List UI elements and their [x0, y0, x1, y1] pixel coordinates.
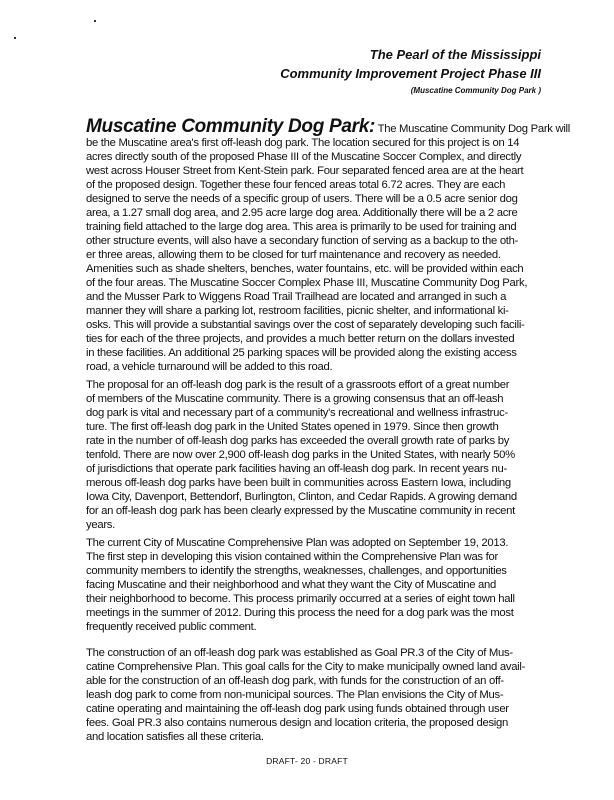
text-line: catine operating and maintaining the off-leash dog park using funds obtained through user [86, 703, 509, 715]
header-subtitle: (Muscatine Community Dog Park ) [410, 86, 541, 95]
text-line: The current City of Muscatine Comprehensive Plan was adopted on September 19, 2013. [86, 537, 509, 549]
text-line: west across Houser Street from Kent-Stein park. Four separated fenced area are at the heart [86, 165, 524, 177]
scan-speck [94, 20, 96, 22]
text-line: road, a vehicle turnaround will be added to this road. [86, 361, 333, 373]
text-line [86, 116, 570, 137]
text-line: manner they will share a parking lot, restroom facilities, picnic shelter, and informational ki- [86, 305, 509, 317]
paragraph-overview [86, 116, 570, 374]
paragraph-goal-pr3 [86, 646, 526, 744]
header-tagline: The Pearl of the Mississippi [369, 47, 541, 62]
text-line: and location satisfies all these criteria. [86, 731, 264, 743]
text-line: The construction of an off-leash dog park was established as Goal PR.3 of the City of Mus- [86, 647, 513, 659]
paragraph-proposal [86, 378, 526, 532]
section-title: Muscatine Community Dog Park: [86, 116, 376, 137]
text-line: training field attached to the large dog area. This area is primarily to be used for training and [86, 221, 517, 233]
text-line: ture. The first off-leash dog park in the United States opened in 1979. Since then growth [86, 421, 499, 433]
text-line: catine Comprehensive Plan. This goal calls for the City to make municipally owned land avail- [86, 661, 526, 673]
text-line: of jurisdictions that operate park facilities having an off-leash dog park. In recent years nu- [86, 463, 507, 475]
text-line: be the Muscatine area's first off-leash dog park. The location secured for this project is on 14 [86, 137, 520, 149]
text-line: able for the construction of an off-leash dog park, with funds for the construction of an off- [86, 675, 504, 687]
text-line: ties for each of the three projects, and provides a much better return on the dollars invested [86, 333, 515, 345]
text-line: years. [86, 519, 115, 531]
header-project-title: Community Improvement Project Phase III [280, 66, 541, 81]
text-line: Iowa City, Davenport, Bettendorf, Burlington, Clinton, and Cedar Rapids. A growing demand [86, 491, 517, 503]
text-line: facing Muscatine and their neighborhood and what they want the City of Muscatine and [86, 579, 497, 591]
text-line: other structure events, will also have a secondary function of serving as a backup to the oth- [86, 235, 519, 247]
text-line: The first step in developing this vision contained within the Comprehensive Plan was for [86, 551, 498, 563]
text-line: frequently received public comment. [86, 621, 257, 633]
text-line: Amenities such as shade shelters, benches, water fountains, etc. will be provided within each [86, 263, 524, 275]
text-line: rate in the number of off-leash dog parks has exceeded the overall growth rate of parks by [86, 435, 510, 447]
text-line: er three areas, allowing them to be closed for turf maintenance and recovery as needed. [86, 249, 501, 261]
text-line: area, a 1.27 small dog area, and 2.95 acre large dog area. Additionally there will be a 2 acre [86, 207, 518, 219]
text-line: merous off-leash dog parks have been built in communities across Eastern Iowa, including [86, 477, 511, 489]
text-line: tenfold. There are now over 2,900 off-leash dog parks in the United States, with nearly 50% [86, 449, 515, 461]
text-line: fees. Goal PR.3 also contains numerous design and location criteria, the proposed design [86, 717, 508, 729]
paragraph-comprehensive-plan [86, 536, 526, 634]
page-footer: DRAFT- 20 - DRAFT [266, 756, 348, 766]
text-line: designed to serve the needs of a specific group of users. There will be a 0.5 acre senior dog [86, 193, 518, 205]
text-line: of the proposed design. Together these four fenced areas total 6.72 acres. They are each [86, 179, 506, 191]
text-line: in these facilities. An additional 25 parking spaces will be provided along the existing access [86, 347, 517, 359]
text-line-content: The Muscatine Community Dog Park will [377, 123, 570, 135]
text-line: leash dog park to come from non-municipal sources. The Plan envisions the City of Mus- [86, 689, 504, 701]
text-line: The proposal for an off-leash dog park is the result of a grassroots effort of a great number [86, 379, 510, 391]
text-line: osks. This will provide a substantial savings over the cost of separately developing such facili- [86, 319, 525, 331]
text-line: dog park is vital and necessary part of a community's recreational and wellness infrastruc- [86, 407, 508, 419]
text-line: community members to identify the strengths, weaknesses, challenges, and opportunities [86, 565, 507, 577]
text-line: of members of the Muscatine community. There is a growing consensus that an off-leash [86, 393, 504, 405]
text-line: and the Musser Park to Wiggens Road Trail Trailhead are located and arranged in such a [86, 291, 507, 303]
scan-speck [14, 37, 16, 39]
text-line: their neighborhood to become. This process primarily occurred at a series of eight town hall [86, 593, 515, 605]
text-line: meetings in the summer of 2012. During this process the need for a dog park was the most [86, 607, 514, 619]
text-line: of the four areas. The Muscatine Soccer Complex Phase III, Muscatine Community Dog Park, [86, 277, 528, 289]
text-line: for an off-leash dog park has been clearly expressed by the Muscatine community in recent [86, 505, 515, 517]
text-line: acres directly south of the proposed Phase III of the Muscatine Soccer Complex, and directly [86, 151, 522, 163]
